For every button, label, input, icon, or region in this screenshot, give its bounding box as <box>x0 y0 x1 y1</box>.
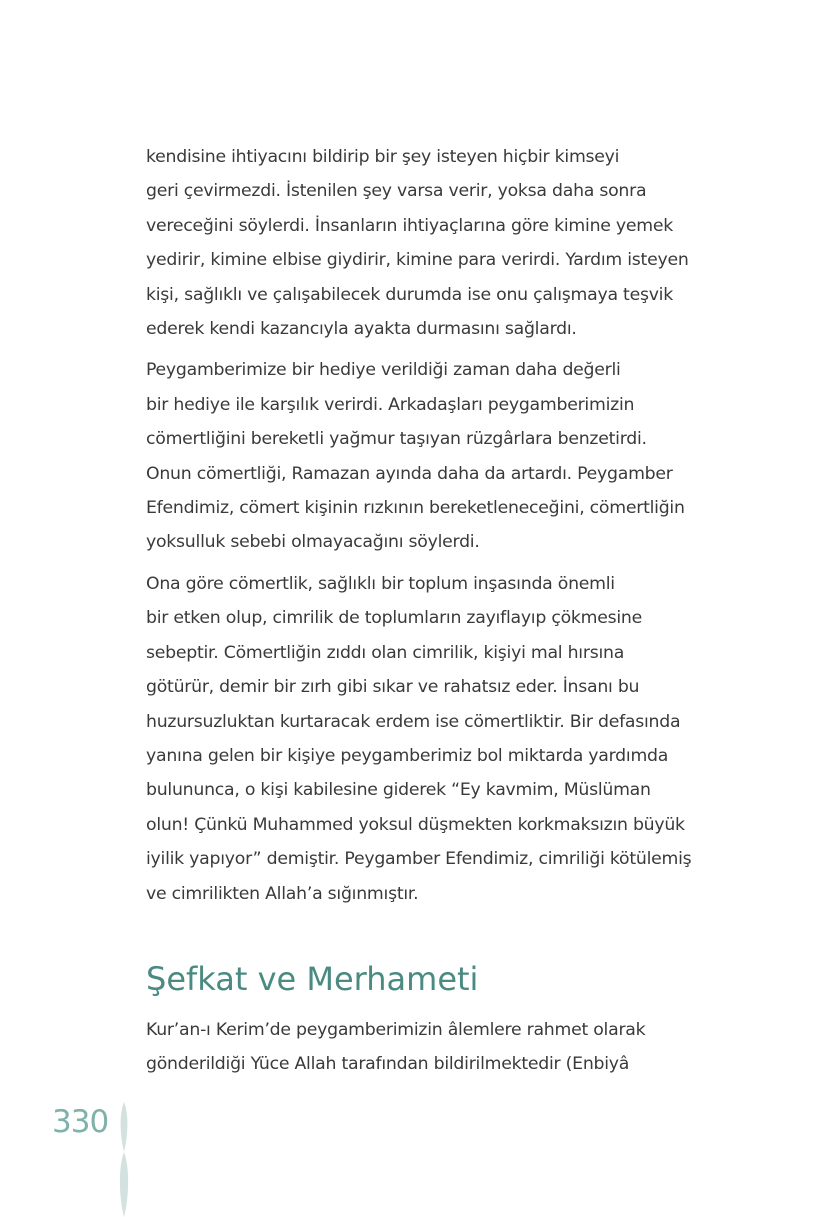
text-line: kişi, sağlıklı ve çalışabilecek durumda ise onu çalışmaya teşvik <box>146 284 673 305</box>
text-line: cömertliğini bereketli yağmur taşıyan rüzgârlara benzetirdi. <box>146 429 647 450</box>
text-line: bir etken olup, cimrilik de toplumların zayıflayıp çökmesine <box>146 608 643 629</box>
text-line: bulununca, o kişi kabilesine giderek “Ey kavmim, Müslüman <box>146 780 651 801</box>
text-line: olun! Çünkü Muhammed yoksul düşmekten korkmaksızın büyük <box>146 814 685 835</box>
page-ornament-icon <box>114 1102 134 1217</box>
text-line: yanına gelen bir kişiye peygamberimiz bol miktarda yardımda <box>146 745 669 766</box>
text-line: Efendimiz, cömert kişinin rızkının bereketleneceğini, cömertliğin <box>146 498 685 519</box>
paragraph-3 <box>146 567 706 911</box>
text-line: yoksulluk sebebi olmayacağını söylerdi. <box>146 532 480 553</box>
section-heading: Şefkat ve Merhameti <box>146 960 479 998</box>
body-text <box>146 140 706 911</box>
text-line: sebeptir. Cömertliğin zıddı olan cimrilik, kişiyi mal hırsına <box>146 642 625 663</box>
text-line: iyilik yapıyor” demiştir. Peygamber Efendimiz, cimriliği kötülemiş <box>146 849 692 870</box>
ornament-upper-drop <box>121 1102 128 1152</box>
text-line: huzursuzluktan kurtaracak erdem ise cömertliktir. Bir defasında <box>146 711 681 732</box>
text-line: ederek kendi kazancıyla ayakta durmasını sağlardı. <box>146 319 577 340</box>
text-line: Peygamberimize bir hediye verildiği zaman daha değerli <box>146 360 621 381</box>
text-line: ve cimrilikten Allah’a sığınmıştır. <box>146 883 419 904</box>
text-line: Kur’an-ı Kerim’de peygamberimizin âlemlere rahmet olarak <box>146 1020 646 1040</box>
text-line: götürür, demir bir zırh gibi sıkar ve rahatsız eder. İnsanı bu <box>146 677 640 698</box>
text-line: Onun cömertliği, Ramazan ayında daha da artardı. Peygamber <box>146 463 673 484</box>
text-line: geri çevirmezdi. İstenilen şey varsa verir, yoksa daha sonra <box>146 181 647 202</box>
ornament-lower-drop <box>120 1152 128 1217</box>
page-number: 330 <box>52 1104 109 1140</box>
text-line: bir hediye ile karşılık verirdi. Arkadaşları peygamberimizin <box>146 394 635 415</box>
text-line: Ona göre cömertlik, sağlıklı bir toplum inşasında önemli <box>146 573 615 594</box>
text-line: kendisine ihtiyacını bildirip bir şey isteyen hiçbir kimseyi <box>146 147 620 167</box>
paragraph-1 <box>146 140 706 346</box>
text-line: yedirir, kimine elbise giydirir, kimine para verirdi. Yardım isteyen <box>146 250 689 271</box>
text-line: vereceğini söylerdi. İnsanların ihtiyaçlarına göre kimine yemek <box>146 215 673 236</box>
text-line: gönderildiği Yüce Allah tarafından bildirilmektedir (Enbiyâ <box>146 1054 630 1075</box>
section-body-text <box>146 1013 706 1082</box>
paragraph-2 <box>146 353 706 559</box>
